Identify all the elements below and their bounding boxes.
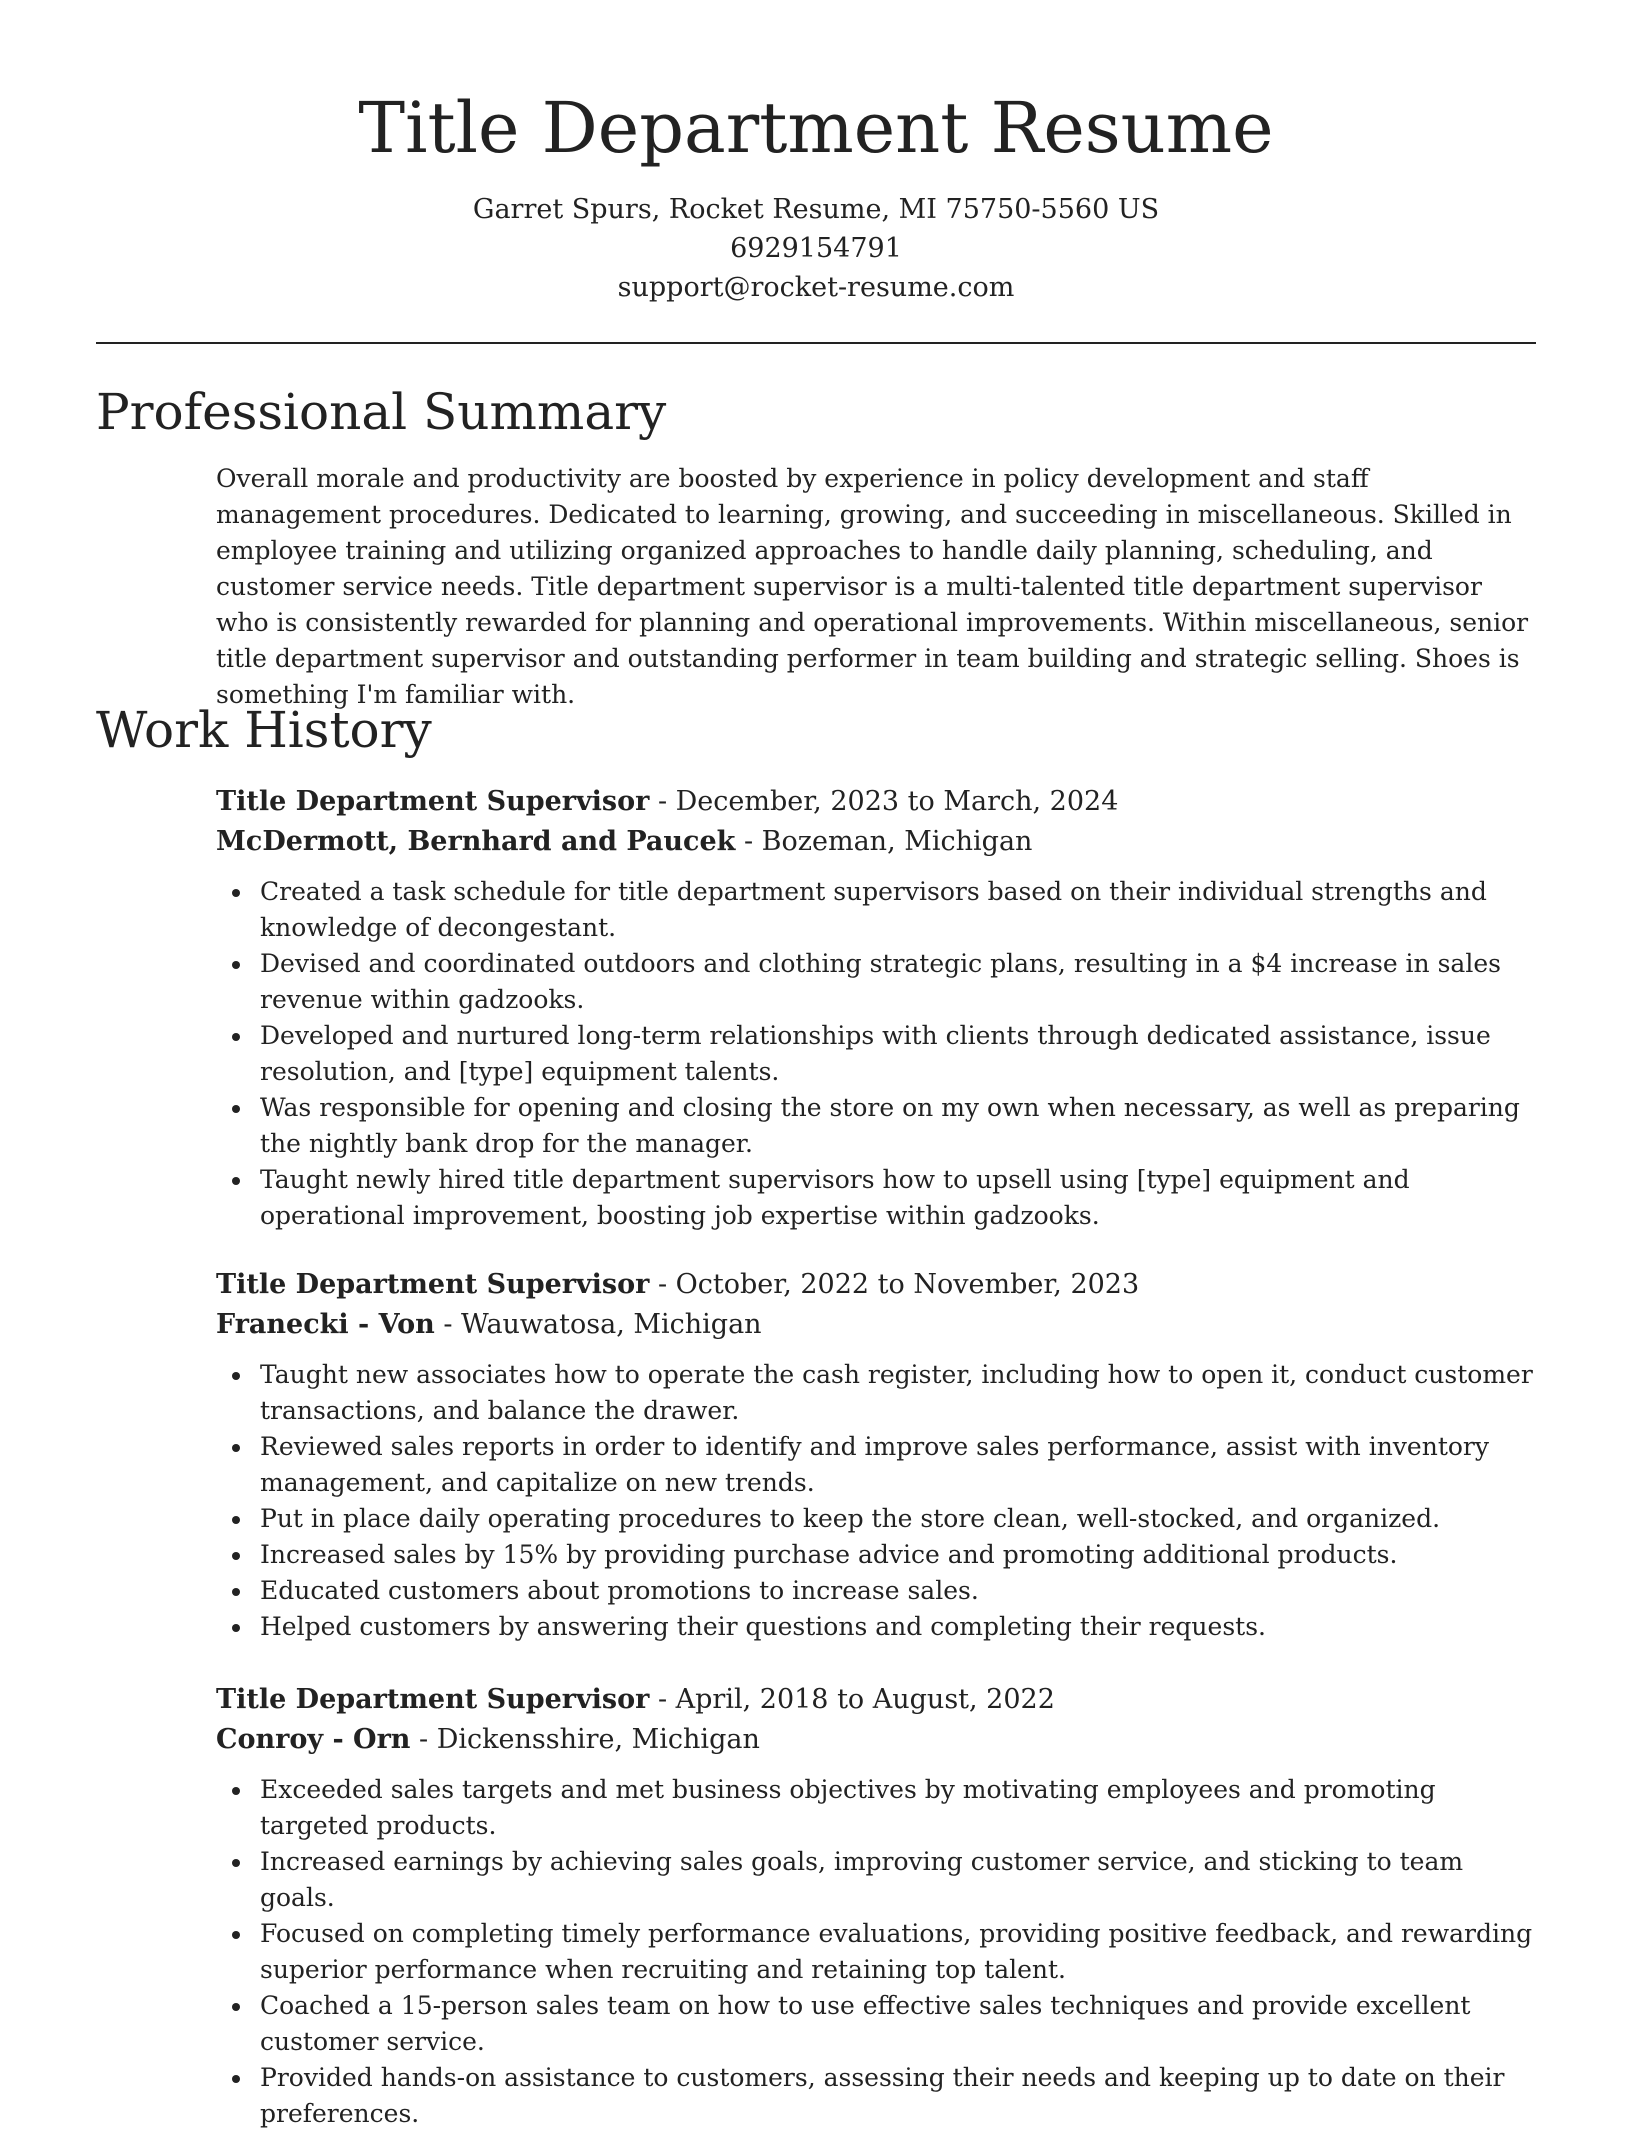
contact-address: Garret Spurs, Rocket Resume, MI 75750-5560 US (472, 194, 1160, 225)
bullet-icon (232, 1177, 240, 1185)
list-item: Developed and nurtured long-term relationships with clients through dedicated assistance, issue resolution, and [type] equipment talents. (216, 1018, 1536, 1090)
job-bullet-list (216, 874, 1536, 1234)
list-item: Coached a 15-person sales team on how to use effective sales techniques and provide excellent customer service. (216, 1988, 1536, 2060)
job-location: - Bozeman, Michigan (735, 826, 1033, 857)
list-item: Taught new associates how to operate the cash register, including how to open it, conduct customer transactions, and balance the drawer. (216, 1357, 1536, 1429)
bullet-icon (232, 2075, 240, 2083)
bullet-icon (232, 1033, 240, 1041)
bullet-icon (232, 1444, 240, 1452)
job-location: - Wauwatosa, Michigan (434, 1309, 762, 1340)
job-company: McDermott, Bernhard and Paucek (216, 826, 736, 857)
bullet-icon (232, 889, 240, 897)
job-entry (216, 1680, 1536, 2132)
job-company-line (216, 1305, 1536, 1345)
bullet-icon (232, 1516, 240, 1524)
bullet-icon (232, 961, 240, 969)
job-company: Conroy - Orn (216, 1724, 411, 1755)
header-divider (96, 342, 1536, 344)
list-item: Reviewed sales reports in order to identify and improve sales performance, assist with inventory management, and capitalize on new trends. (216, 1429, 1536, 1501)
job-title: Title Department Supervisor (216, 1684, 650, 1715)
list-item: Put in place daily operating procedures to keep the store clean, well-stocked, and organized. (216, 1501, 1536, 1537)
list-item: Focused on completing timely performance evaluations, providing positive feedback, and rewarding superior performance when recruiting and retaining top talent. (216, 1916, 1536, 1988)
contact-email: support@rocket-resume.com (617, 272, 1015, 303)
list-item: Helped customers by answering their questions and completing their requests. (216, 1609, 1536, 1645)
contact-block (0, 190, 1632, 307)
job-company-line (216, 822, 1536, 862)
list-item: Exceeded sales targets and met business objectives by motivating employees and promoting targeted products. (216, 1772, 1536, 1844)
list-item: Devised and coordinated outdoors and clothing strategic plans, resulting in a $4 increase in sales revenue within gadzooks. (216, 946, 1536, 1018)
section-heading-work-history: Work History (96, 701, 432, 759)
job-title-line (216, 1680, 1536, 1720)
bullet-icon (232, 1859, 240, 1867)
job-title: Title Department Supervisor (216, 786, 650, 817)
list-item: Increased sales by 15% by providing purchase advice and promoting additional products. (216, 1537, 1536, 1573)
bullet-icon (232, 2003, 240, 2011)
bullet-icon (232, 1588, 240, 1596)
bullet-icon (232, 1372, 240, 1380)
job-company-line (216, 1720, 1536, 1760)
job-dates: - April, 2018 to August, 2022 (649, 1684, 1055, 1715)
resume-title: Title Department Resume (358, 87, 1274, 169)
job-entry (216, 782, 1536, 1234)
job-title: Title Department Supervisor (216, 1269, 650, 1300)
job-dates: - December, 2023 to March, 2024 (649, 786, 1119, 817)
bullet-icon (232, 1552, 240, 1560)
bullet-icon (232, 1624, 240, 1632)
contact-phone: 6929154791 (730, 233, 902, 264)
bullet-icon (232, 1931, 240, 1939)
list-item: Taught newly hired title department supervisors how to upsell using [type] equipment and operational improvement, boosting job expertise within gadzooks. (216, 1162, 1536, 1234)
job-entry (216, 1265, 1536, 1645)
bullet-icon (232, 1787, 240, 1795)
list-item: Was responsible for opening and closing the store on my own when necessary, as well as preparing the nightly bank drop for the manager. (216, 1090, 1536, 1162)
list-item: Educated customers about promotions to increase sales. (216, 1573, 1536, 1609)
job-title-line (216, 782, 1536, 822)
job-title-line (216, 1265, 1536, 1305)
job-bullet-list (216, 1772, 1536, 2132)
list-item: Created a task schedule for title department supervisors based on their individual strengths and knowledge of decongestant. (216, 874, 1536, 946)
job-bullet-list (216, 1357, 1536, 1645)
job-company: Franecki - Von (216, 1309, 435, 1340)
job-dates: - October, 2022 to November, 2023 (649, 1269, 1140, 1300)
list-item: Provided hands-on assistance to customers, assessing their needs and keeping up to date on their preferences. (216, 2060, 1536, 2132)
section-heading-summary: Professional Summary (96, 383, 667, 441)
job-location: - Dickensshire, Michigan (410, 1724, 760, 1755)
bullet-icon (232, 1105, 240, 1113)
list-item: Increased earnings by achieving sales goals, improving customer service, and sticking to team goals. (216, 1844, 1536, 1916)
summary-text: Overall morale and productivity are boosted by experience in policy development and staff management procedures. Dedicated to learning, growing, and succeeding in miscellaneous. Skilled in employee training and utilizing organized approaches to handle daily planning, scheduling, and customer service needs. Title department supervisor is a multi-talented title department supervisor who is consistently rewarded for planning and operational improvements. Within miscellaneous, senior title department supervisor and outstanding performer in team building and strategic selling. Shoes is something I'm familiar with. (216, 464, 1529, 709)
